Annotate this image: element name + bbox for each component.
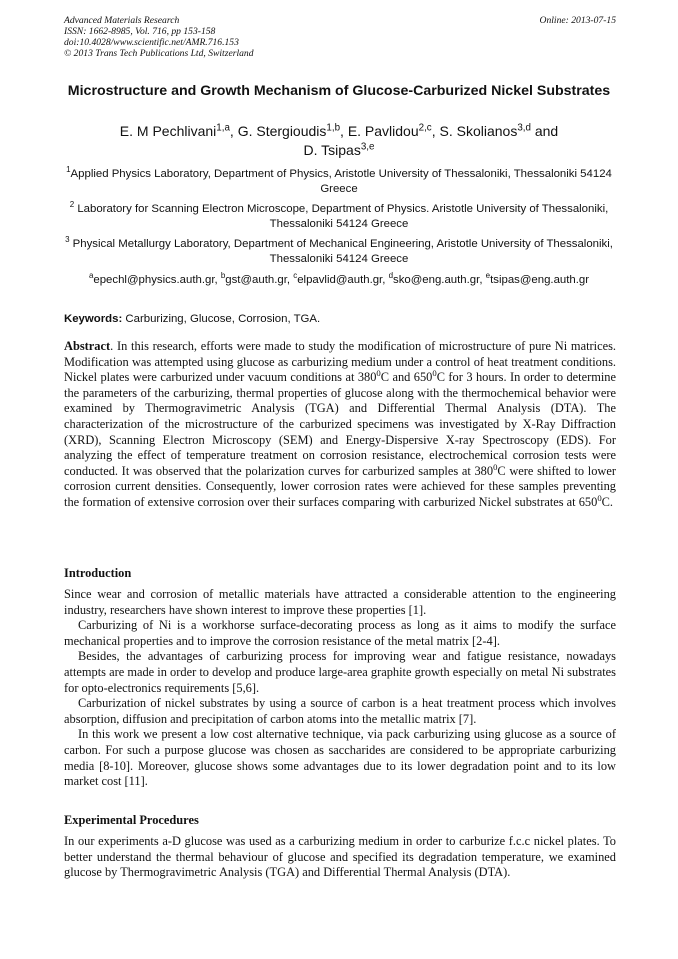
affiliation-list [60,167,618,272]
author: E. Pavlidou$^{2,c}$, [347,122,440,139]
affiliation: $^1$Applied Physics Laboratory, Department of Physics, Aristotle University of Thessaloniki, Thessaloniki 54124 Greece [66,165,612,195]
abstract-label: Abstract [64,339,111,353]
keywords-label: Keywords: [64,313,123,325]
issn-line: ISSN: 1662-8985, Vol. 716, pp 153-158 [64,26,216,37]
journal-name: Advanced Materials Research [64,15,180,26]
author: S. Skolianos$^{3,d}$ and [439,122,559,139]
doi-line: doi:10.4028/www.scientific.net/AMR.716.153 [64,37,239,48]
paragraph: Carburizing of Ni is a workhorse surface-decorating process as long as it aims to modify the surface mechanical properties and to improve the corrosion resistance of the metal matrix [2-4]. [64,618,616,648]
keywords [64,312,616,327]
abstract: Abstract. In this research, efforts were made to study the modification of microstructure of pure Ni matrices. Modification was attempted using glucose as carburizing medium under a control of heat treatment conditions. Nickel plates were carburized under vacuum conditions at $380^0C$ and $650^0C$ for 3 hours. In order to determine the parameters of the carburizing, thermal properties of glucose along with the thermochemical behavior were examined by Thermogravimetric Analysis (TGA) and Differential Thermal Analysis (DTA). The characterization of the microstructure of the carburized specimens was investigated by X-Ray Diffraction (XRD), Scanning Electron Microscopy (SEM) and Energy-Dispersive X-ray Spectroscopy (EDS). For analyzing the effect of temperature treatment on corrosion resistance, electrochemical corrosion tests were conducted. It was observed that the polarization curves for carburized samples at $380^0C$ were shifted to lower corrosion current densities. Consequently, lower corrosion rates were achieved for these samples preventing the formation of extensive corrosion over their surfaces comparing with carburized Nickel substrates at $650^0C$. [64,339,617,509]
email-list: $^a$epechl@physics.auth.gr, $^b$gst@auth.gr, $^c$elpavlid@auth.gr, $^d$sko@eng.auth.gr, $^e$tsipas@eng.auth.gr [88,271,590,286]
experimental-section [64,834,616,881]
affiliation: $^3$ Physical Metallurgy Laboratory, Department of Mechanical Engineering, Aristotle University of Thessaloniki, Thessaloniki 54124 Greece [65,235,613,265]
paragraph: In this work we present a low cost alternative technique, via pack carburizing using glucose as a source of carbon. For such a purpose glucose was chosen as saccharides are considered to be appropriate carburizing media [8-10]. Moreover, glucose shows some advantages due to its lower degradation point and to its low market cost [11]. [64,727,616,789]
paragraph: In our experiments a-D glucose was used as a carburizing medium in order to carburize f.c.c nickel plates. To better understand the thermal behaviour of glucose and specified its degradation temperature, we examined glucose by Thermogravimetric Analysis (TGA) and Differential Thermal Analysis (DTA). [64,834,616,880]
section-heading-introduction: Introduction [64,566,132,580]
journal-header [64,15,616,59]
keywords-text: Carburizing, Glucose, Corrosion, TGA. [122,313,321,325]
section-heading-experimental: Experimental Procedures [64,813,199,827]
email[interactable]: $^a$epechl@physics.auth.gr [88,271,215,286]
author: G. Stergioudis$^{1,b}$, [237,122,348,139]
author: E. M Pechlivani$^{1,a}$, [119,122,238,139]
email[interactable]: $^d$sko@eng.auth.gr [388,271,480,286]
email[interactable]: $^b$gst@auth.gr [220,271,287,286]
email[interactable]: $^c$elpavlid@auth.gr [293,271,383,286]
paragraph: Since wear and corrosion of metallic materials have attracted a considerable attention to the engineering industry, researchers have shown interest to improve these properties [1]. [64,587,616,617]
affiliation: $^2$ Laboratory for Scanning Electron Microscope, Department of Physics. Aristotle University of Thessaloniki, Thessaloniki 54124 Greece [69,200,609,230]
email[interactable]: $^e$tsipas@eng.auth.gr [485,271,590,286]
paper-title: Microstructure and Growth Mechanism of Glucose-Carburized Nickel Substrates [67,83,611,99]
author: D. Tsipas$^{3,e}$ [303,141,375,158]
paragraph: Besides, the advantages of carburizing process for improving wear and fatigue resistance, nowadays attempts are made in order to develop and produce large-area graphite growth especially on metal Ni substrates for opto-electronics requirements [5,6]. [64,649,616,695]
online-date: Online: 2013-07-15 [539,15,616,26]
paragraph: Carburization of nickel substrates by using a source of carbon is a heat treatment process which involves absorption, diffusion and precipitation of carbon atoms into the metallic matrix [7]. [64,696,616,726]
copyright-line: © 2013 Trans Tech Publications Ltd, Switzerland [64,48,254,59]
author-list [60,122,618,160]
introduction-section [64,587,616,790]
